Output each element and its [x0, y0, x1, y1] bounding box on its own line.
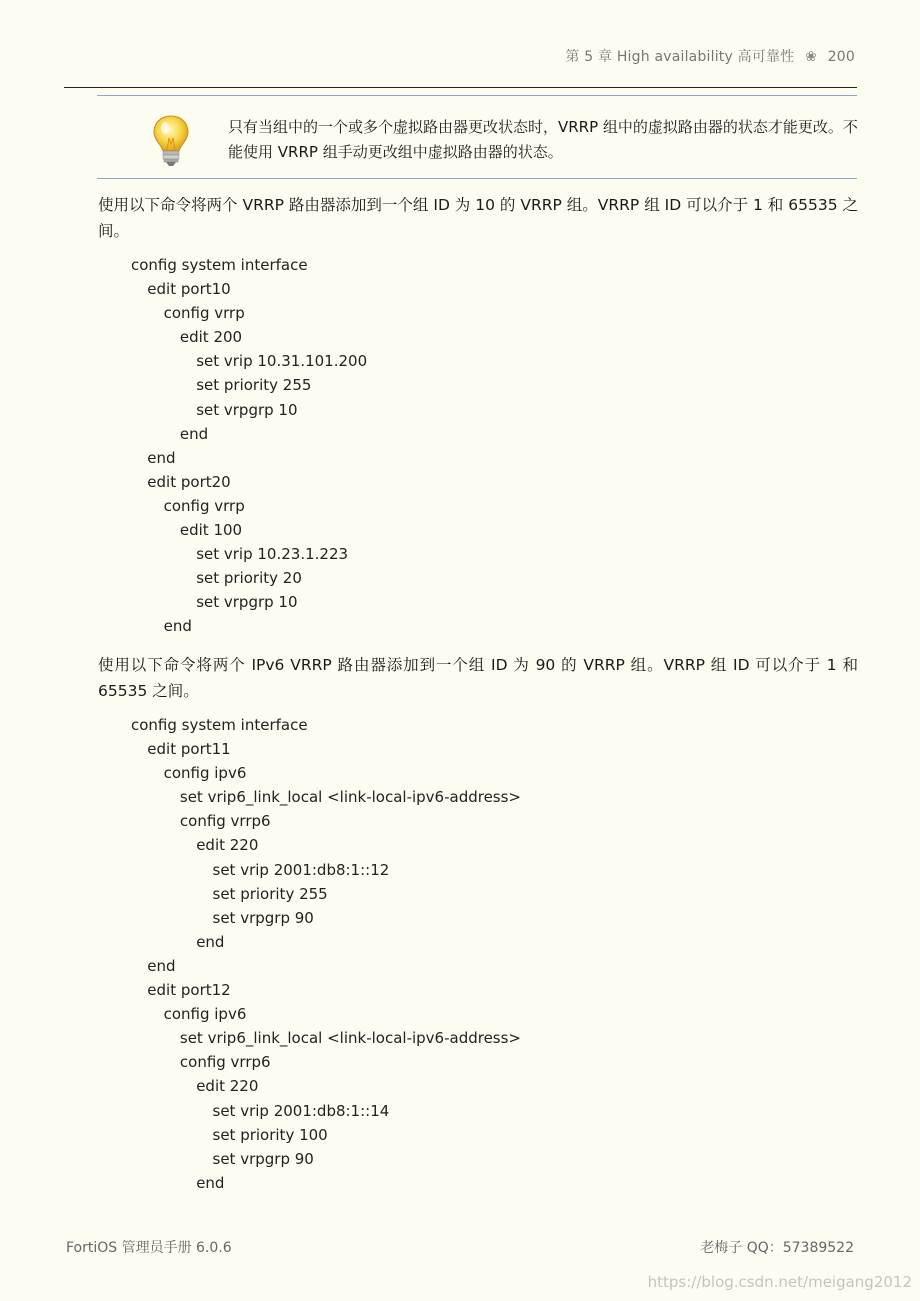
code-line: end [196, 1173, 225, 1192]
code-line: end [147, 448, 176, 467]
code-line: edit 200 [179, 328, 243, 347]
code-line: edit 220 [196, 1077, 259, 1096]
code-line: end [196, 932, 225, 951]
tip-text: 只有当组中的一个或多个虚拟路由器更改状态时，VRRP 组中的虚拟路由器的状态才能更改。不能使用 VRRP 组手动更改组中虚拟路由器的状态。 [228, 118, 858, 161]
paragraph-ipv6-vrrp: 使用以下命令将两个 IPv6 VRRP 路由器添加到一个组 ID 为 90 的 VRRP 组。VRRP 组 ID 可以介于 1 和 65535 之间。 [98, 656, 858, 700]
code-line: config vrrp6 [179, 812, 271, 831]
code-line: set vrpgrp 90 [212, 1149, 314, 1168]
code-line: set vrip 2001:db8:1::12 [212, 860, 390, 879]
code-line: config ipv6 [163, 1005, 247, 1024]
code-line: set vrip 10.23.1.223 [196, 545, 349, 564]
code-block-ipv6-vrrp [98, 713, 521, 1195]
code-line: config system interface [131, 256, 308, 274]
code-line: set priority 100 [212, 1125, 328, 1144]
code-block-vrrp [98, 253, 367, 639]
footer-author: 老梅子 QQ：57389522 [700, 1240, 854, 1256]
footer-manual-title: FortiOS 管理员手册 6.0.6 [66, 1240, 232, 1256]
code-line: edit port12 [147, 981, 231, 1000]
tip-box [97, 95, 857, 179]
code-line: end [179, 424, 209, 443]
code-line: config ipv6 [163, 764, 247, 783]
code-line: set vrip6_link_local <link-local-ipv6-address> [179, 788, 522, 807]
code-line: edit port11 [147, 740, 231, 759]
code-line: edit port10 [147, 280, 231, 299]
code-line: edit 220 [196, 836, 259, 855]
flower-icon: ❀ [805, 49, 818, 65]
code-line: end [163, 617, 192, 636]
paragraph-vrrp: 使用以下命令将两个 VRRP 路由器添加到一个组 ID 为 10 的 VRRP 组。VRRP 组 ID 可以介于 1 和 65535 之间。 [98, 196, 858, 240]
page-header [565, 46, 855, 66]
code-line: edit port20 [147, 472, 231, 491]
lightbulb-icon [152, 114, 190, 168]
code-line: set priority 255 [212, 884, 328, 903]
page-number: 200 [827, 49, 855, 65]
code-line: end [147, 956, 176, 975]
watermark: https://blog.csdn.net/meigang2012 [647, 1273, 912, 1291]
code-line: set vrpgrp 10 [196, 593, 298, 612]
code-line: set vrip 10.31.101.200 [196, 352, 368, 371]
code-line: config system interface [131, 716, 308, 734]
code-line: config vrrp [163, 496, 245, 515]
chapter-label: 第 5 章 [565, 49, 613, 65]
code-line: set vrip6_link_local <link-local-ipv6-address> [179, 1029, 522, 1048]
code-line: set priority 20 [196, 569, 302, 588]
code-line: set vrpgrp 10 [196, 400, 298, 419]
code-line: edit 100 [179, 521, 243, 540]
code-line: set vrip 2001:db8:1::14 [212, 1101, 390, 1120]
header-divider [64, 87, 857, 88]
code-line: set vrpgrp 90 [212, 908, 314, 927]
code-line: config vrrp [163, 304, 245, 323]
code-line: config vrrp6 [179, 1053, 271, 1072]
code-line: set priority 255 [196, 376, 312, 395]
chapter-title: High availability 高可靠性 [616, 49, 795, 65]
